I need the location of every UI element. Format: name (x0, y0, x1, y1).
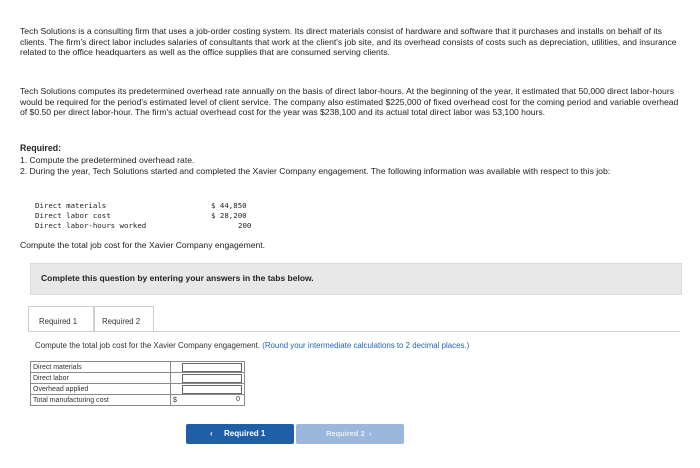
required-item-1: 1. Compute the predetermined overhead rate. (20, 155, 195, 165)
tab-required-2[interactable] (94, 306, 154, 332)
dollar-cell (171, 362, 181, 373)
prev-button-label: Required 1 (224, 429, 266, 438)
overhead-applied-input[interactable] (182, 385, 242, 394)
intro-paragraph-2: Tech Solutions computes its predetermined overhead rate annually on the basis of direct labor-hours. At the beginning of the year, it estimated that 50,000 direct labor-hours would be required for the period's estimated level of client service. The company also estimated $225,000 of fixed overhead cost for the coming period and variable overhead of $0.50 per direct labor-hour. The firm's actual overhead cost for the year was $238,100 and its actual total direct labor was 53,100 hours. (20, 86, 679, 118)
panel-prompt-text: Compute the total job cost for the Xavier Company engagement. (35, 341, 261, 350)
job-info-value: $ 44,850 (211, 201, 247, 210)
next-button-label: Required 2 (326, 429, 365, 438)
dollar-cell (171, 384, 181, 395)
table-row (31, 395, 245, 406)
intro-paragraph-1: Tech Solutions is a consulting firm that uses a job-order costing system. Its direct materials consist of hardware and software that it purchases and installs on behalf of its clients. The firm's direct labor includes salaries of consultants that work at the client's job site, and its overhead consists of costs such as depreciation, utilities, and insurance related to the office headquarters as well as the office supplies that are consumed serving clients. (20, 26, 677, 58)
panel-note: (Round your intermediate calculations to 2 decimal places.) (262, 341, 470, 350)
table-row (31, 373, 245, 384)
dollar-cell (171, 373, 181, 384)
direct-materials-input[interactable] (182, 363, 242, 372)
table-row (31, 384, 245, 395)
prev-required-1-button[interactable] (186, 424, 294, 444)
instruction-text: Complete this question by entering your answers in the tabs below. (41, 273, 314, 283)
required-item-2: 2. During the year, Tech Solutions started and completed the Xavier Company engagement. The following information was available with respect to this job: (20, 166, 611, 176)
tab-label: Required 2 (102, 317, 141, 326)
chevron-left-icon: ‹ (210, 429, 213, 438)
direct-labor-input-cell[interactable] (180, 373, 245, 384)
job-info-label: Direct labor-hours worked (35, 221, 147, 230)
row-label: Overhead applied (31, 384, 171, 395)
total-cost-cell (180, 395, 245, 406)
row-label: Total manufacturing cost (31, 395, 171, 406)
required-heading: Required: (20, 143, 62, 153)
tab-label: Required 1 (39, 317, 78, 326)
cost-table (30, 361, 245, 406)
row-label: Direct materials (31, 362, 171, 373)
job-info-value: $ 28,200 (211, 211, 247, 220)
job-info-label: Direct materials (35, 201, 107, 210)
next-required-2-button[interactable] (296, 424, 404, 444)
chevron-right-icon: › (369, 429, 372, 438)
table-row (31, 362, 245, 373)
row-label: Direct labor (31, 373, 171, 384)
dollar-sign: $ (171, 395, 181, 406)
direct-materials-input-cell[interactable] (180, 362, 245, 373)
tab-required-1[interactable] (28, 306, 94, 332)
direct-labor-input[interactable] (182, 374, 242, 383)
instruction-banner (30, 263, 682, 295)
panel-prompt (35, 341, 469, 350)
job-info-label: Direct labor cost (35, 211, 111, 220)
job-info-value: 200 (238, 221, 252, 230)
question-text: Compute the total job cost for the Xavier Company engagement. (20, 240, 266, 250)
overhead-applied-input-cell[interactable] (180, 384, 245, 395)
total-cost-value: 0 (236, 395, 240, 403)
